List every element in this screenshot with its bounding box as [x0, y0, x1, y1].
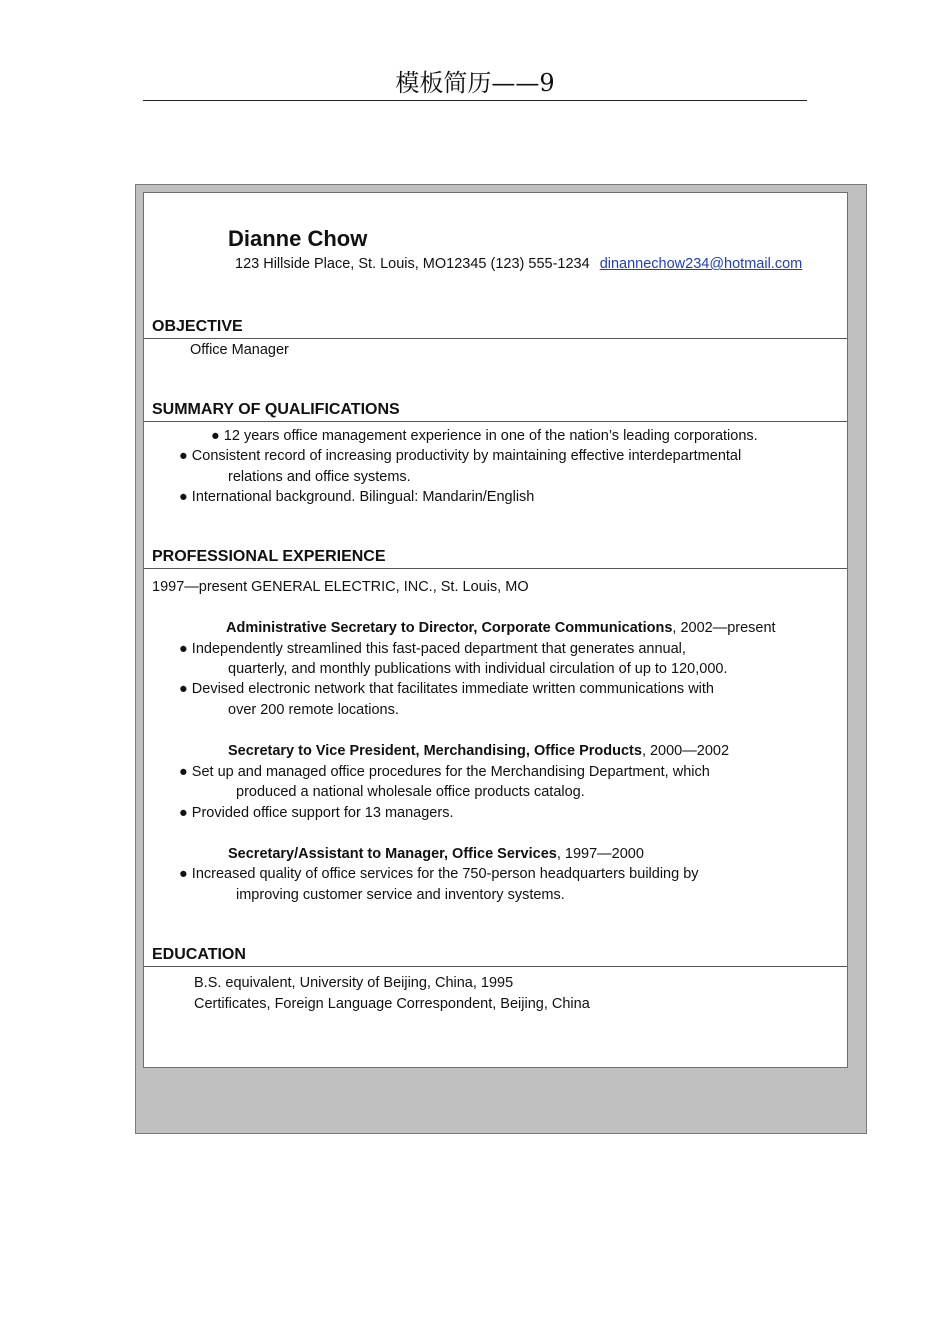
role-dates: , 2002—present	[672, 620, 776, 636]
summary-heading: SUMMARY OF QUALIFICATIONS	[144, 399, 847, 422]
summary-line: relations and office systems.	[228, 469, 411, 485]
education-heading: EDUCATION	[144, 944, 847, 967]
role-title-line	[226, 618, 776, 638]
role-line: ● Set up and managed office procedures for the Merchandising Department, which	[179, 764, 710, 780]
summary-line: ● Consistent record of increasing productivity by maintaining effective interdepartmental	[179, 448, 742, 464]
email-link[interactable]: dinannechow234@hotmail.com	[599, 256, 803, 272]
role-line: ● Provided office support for 13 managers.	[179, 805, 454, 821]
role-title: Secretary to Vice President, Merchandising, Office Products	[228, 743, 642, 759]
summary-line: ● International background. Bilingual: Mandarin/English	[179, 489, 535, 505]
role-title: Secretary/Assistant to Manager, Office Services	[228, 846, 557, 862]
role-line: improving customer service and inventory systems.	[236, 887, 565, 903]
objective-heading: OBJECTIVE	[144, 316, 847, 339]
role-line: produced a national wholesale office products catalog.	[236, 784, 585, 800]
role-line: quarterly, and monthly publications with individual circulation of up to 120,000.	[228, 661, 728, 677]
role-title: Administrative Secretary to Director, Corporate Communications	[226, 620, 673, 636]
role-dates: , 2000—2002	[641, 743, 730, 759]
education-line: Certificates, Foreign Language Correspondent, Beijing, China	[194, 996, 590, 1012]
contact-address-phone: 123 Hillside Place, St. Louis, MO12345 (123) 555-1234	[235, 256, 590, 272]
company-line: 1997—present GENERAL ELECTRIC, INC., St. Louis, MO	[152, 579, 529, 595]
role-line: ● Devised electronic network that facilitates immediate written communications with	[179, 681, 714, 697]
role-title-line	[228, 844, 644, 864]
summary-line: ● 12 years office management experience in one of the nation’s leading corporations.	[211, 428, 758, 444]
role-dates: , 1997—2000	[556, 846, 644, 862]
role-title-line	[228, 741, 729, 761]
role-line: over 200 remote locations.	[228, 702, 399, 718]
candidate-name: Dianne Chow	[228, 226, 368, 251]
objective-text: Office Manager	[190, 342, 289, 358]
education-line: B.S. equivalent, University of Beijing, China, 1995	[194, 975, 514, 991]
experience-heading: PROFESSIONAL EXPERIENCE	[144, 546, 847, 569]
page-title: 模板简历——9	[143, 66, 807, 101]
contact-line	[235, 254, 802, 274]
role-line: ● Increased quality of office services for the 750-person headquarters building by	[179, 866, 699, 882]
role-line: ● Independently streamlined this fast-paced department that generates annual,	[179, 641, 686, 657]
